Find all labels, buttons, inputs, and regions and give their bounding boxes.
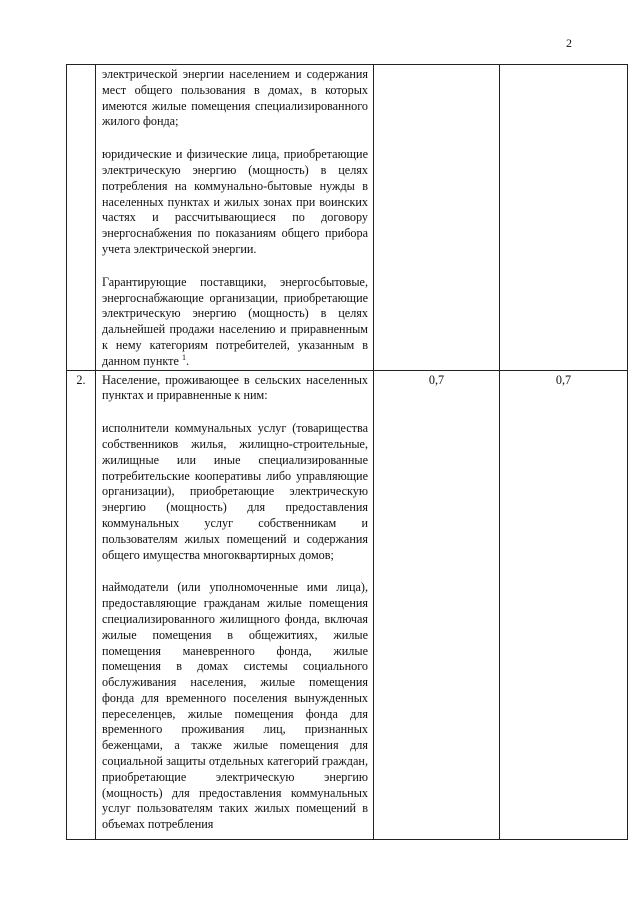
paragraph: Гарантирующие поставщики, энергосбытовые, энергоснабжающие организации, приобретающие электрическую энергию (мощность) в целях дальнейшей продажи населению и приравненным к нему категориям потребителей, указанным в данном пункте $^1$. xyxy=(102,274,368,368)
paragraph: исполнители коммунальных услуг (товарищества собственников жилья, жилищно-строительные, жилищные или иные специализированные потребительские кооперативы либо управляющие организации), приобретающие электрическую энергию (мощность) для предоставления коммунальных услуг собственникам и пользователям жилых помещений и содержания общего имущества многоквартирных домов; xyxy=(102,421,368,562)
value-cell-1 xyxy=(374,65,500,371)
paragraph-text: Гарантирующие поставщики, энергосбытовые, энергоснабжающие организации, приобретающие электрическую энергию (мощность) в целях дальнейшей продажи населению и приравненным к нему категориям потребителей, указанным в данном пункте xyxy=(102,274,368,368)
paragraph: юридические и физические лица, приобретающие электрическую энергию (мощность) в целях потребления на коммунально-бытовые нужды в населенных пунктах и жилых зонах при воинских частях и рассчитывающиеся по договору энергоснабжения по показаниям общего прибора учета электрической энергии. xyxy=(102,147,368,256)
consumer-category-cell xyxy=(96,65,374,371)
table-row xyxy=(67,370,628,839)
value-cell-2 xyxy=(500,65,628,371)
value-cell-1: 0,7 xyxy=(374,370,500,839)
row-number-cell xyxy=(67,65,96,371)
footnote-mark: 1 xyxy=(181,352,186,362)
table-row xyxy=(67,65,628,371)
tariff-table xyxy=(66,64,628,840)
paragraph: Население, проживающее в сельских населенных пунктах и приравненные к ним: xyxy=(102,372,368,403)
paragraph: электрической энергии населением и содержания мест общего пользования в домах, в которых имеются жилые помещения специализированного жилого фонда; xyxy=(102,67,368,129)
page-number: 2 xyxy=(566,36,572,50)
row-number-cell: 2. xyxy=(67,370,96,839)
consumer-category-cell xyxy=(96,370,374,839)
value-cell-2: 0,7 xyxy=(500,370,628,839)
paragraph: наймодатели (или уполномоченные ими лица), предоставляющие гражданам жилые помещения специализированного жилищного фонда, включая жилые помещения в общежитиях, жилые помещения маневренного фонда, жилые помещения в домах системы социального обслуживания населения, жилые помещения фонда для временного поселения вынужденных переселенцев, жилые помещения фонда для временного проживания лиц, признанных беженцами, а также жилые помещения для социальной защиты отдельных категорий граждан, приобретающие электрическую энергию (мощность) для предоставления коммунальных услуг пользователям таких жилых помещений в объемах потребления xyxy=(102,580,368,832)
